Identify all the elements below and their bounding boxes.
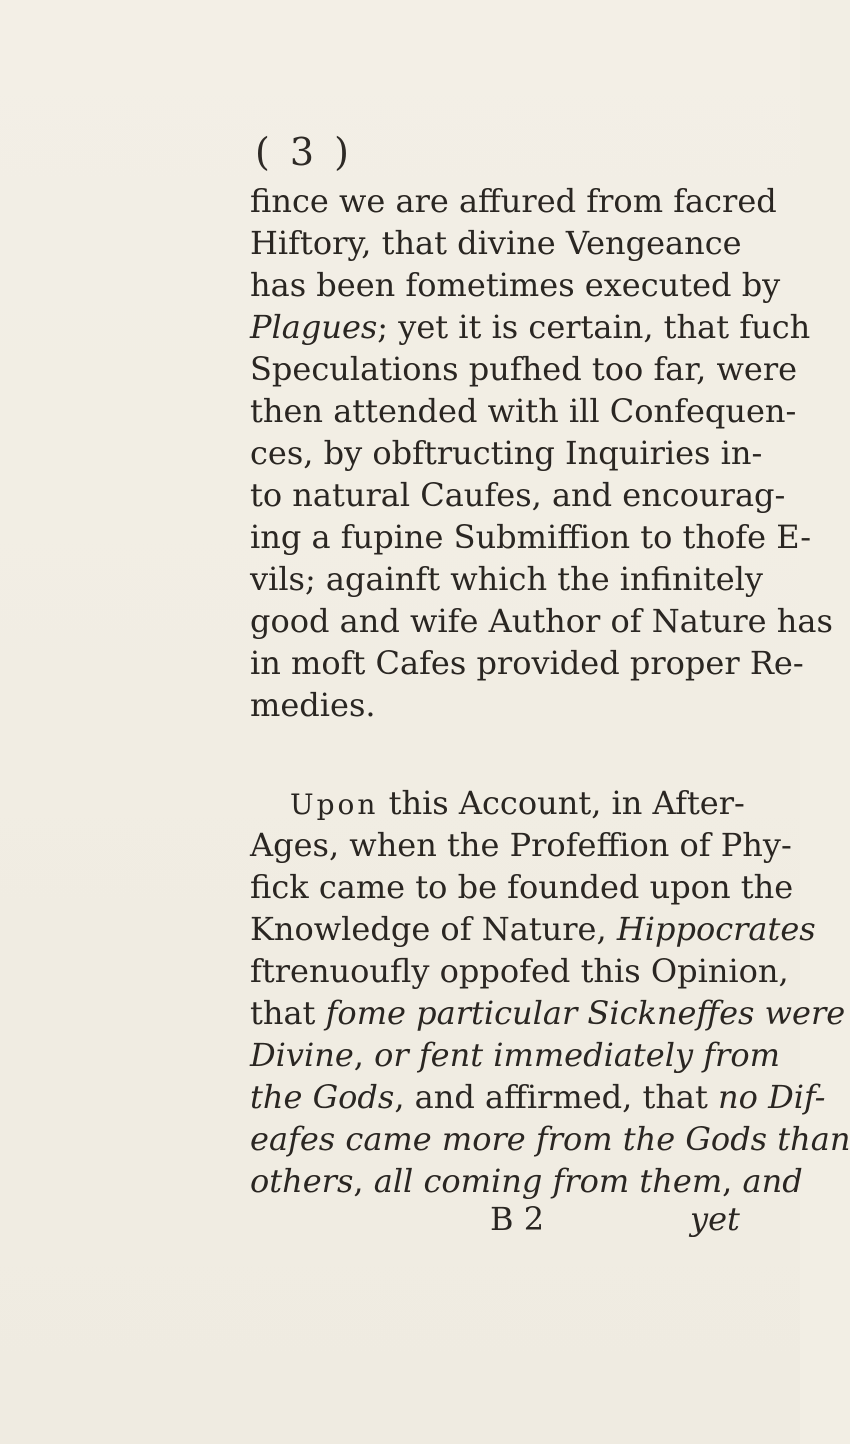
line-part: Knowledge of Nature, <box>250 910 607 948</box>
line-part: , and affirmed, that <box>394 1078 708 1116</box>
text-line: good and wife Author of Nature has <box>250 602 833 640</box>
text-line: ces, by obftructing Inquiries in- <box>250 434 763 472</box>
text-line: Ages, when the Profeffion of Phy- <box>250 826 792 864</box>
italic-phrase: all coming from them <box>373 1162 723 1200</box>
text-line: fince we are affured from facred <box>250 182 777 220</box>
line-part: , <box>353 1162 374 1200</box>
text-line: in moft Cafes provided proper Re- <box>250 644 804 682</box>
italic-phrase: or fent immediately from <box>374 1036 780 1074</box>
text-line <box>250 306 811 348</box>
italic-phrase: fome particular Sickneffes were <box>325 994 846 1032</box>
line-part: , <box>722 1162 743 1200</box>
text-line: medies. <box>250 686 376 724</box>
text-line <box>250 782 745 826</box>
text-line: Hiftory, that divine Vengeance <box>250 224 742 262</box>
signature-mark: B 2 <box>490 1200 545 1238</box>
italic-phrase: the Gods <box>250 1078 395 1116</box>
text-line <box>250 992 846 1034</box>
text-line: then attended with ill Confequen- <box>250 392 797 430</box>
line-part: , <box>353 1036 375 1074</box>
text-line <box>250 1160 803 1202</box>
text-line <box>250 1034 780 1076</box>
page-number: ( 3 ) <box>255 130 353 174</box>
italic-phrase: Divine <box>250 1036 354 1074</box>
italic-phrase: and <box>742 1162 803 1200</box>
line-rest: this Account, in After- <box>388 784 745 822</box>
text-line: has been fometimes executed by <box>250 266 781 304</box>
small-caps-word: Upon <box>290 788 379 821</box>
text-line: to natural Caufes, and encourag- <box>250 476 786 514</box>
text-line: ing a fupine Submiffion to thofe E- <box>250 518 811 556</box>
italic-phrase: no Dif- <box>718 1078 826 1116</box>
text-line: vils; againft which the infinitely <box>250 560 763 598</box>
line-part: that <box>250 994 316 1032</box>
italic-word: Plagues <box>250 308 378 346</box>
text-line: ftrenuoufly oppofed this Opinion, <box>250 952 789 990</box>
text-line <box>250 908 816 950</box>
text-line: eafes came more from the Gods than <box>250 1120 850 1158</box>
line-rest: ; yet it is certain, that fuch <box>377 308 811 346</box>
italic-name: Hippocrates <box>616 910 816 948</box>
text-line: Speculations pufhed too far, were <box>250 350 798 388</box>
catchword: yet <box>690 1200 740 1238</box>
italic-phrase: others <box>250 1162 354 1200</box>
text-line <box>250 1076 826 1118</box>
text-line: fick came to be founded upon the <box>250 868 794 906</box>
